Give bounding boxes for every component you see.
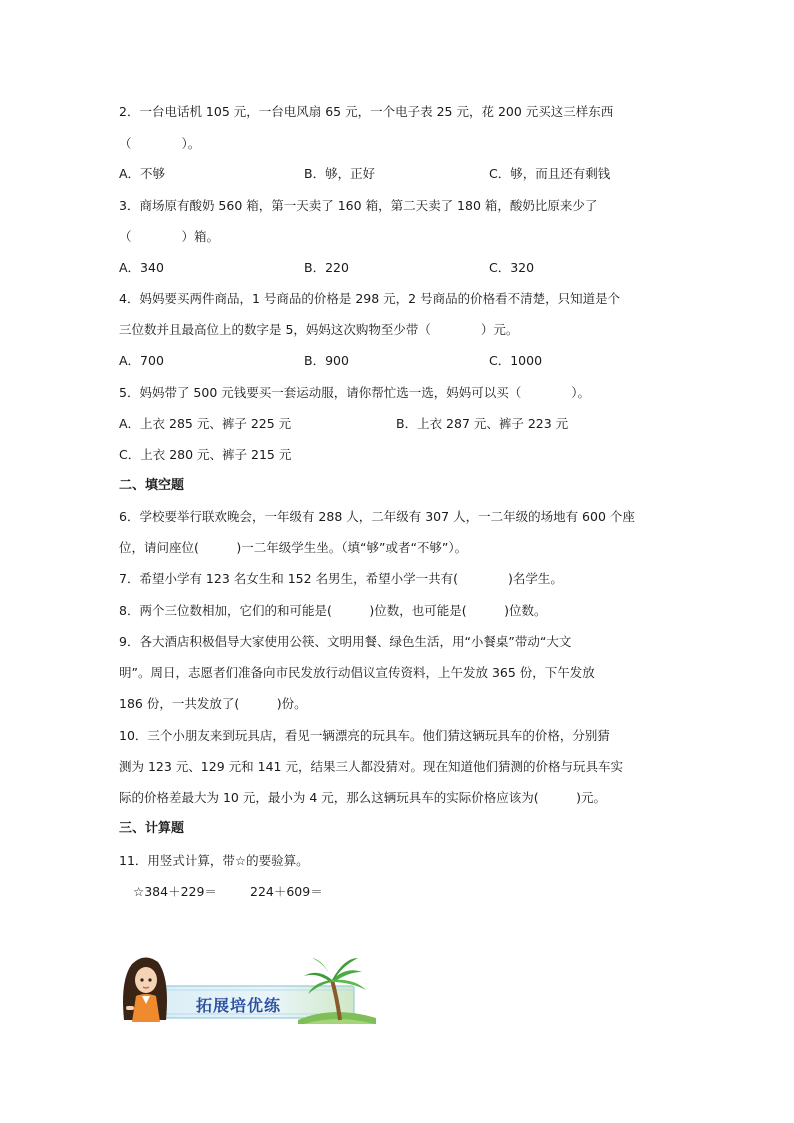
- q9-stem-cont: 明”。周日，志愿者们准备向市民发放行动倡议宣传资料，上午发放 365 份，下午发放: [119, 665, 595, 680]
- q10-stem-cont: 测为 123 元、129 元和 141 元，结果三人都没猜对。现在知道他们猜测的价格与玩具车实: [119, 759, 623, 774]
- section-heading-calculation: 三、计算题: [119, 821, 185, 836]
- q5-option-b: B．上衣 287 元、裤子 223 元: [396, 416, 569, 431]
- q9-stem: 9．各大酒店积极倡导大家使用公筷、文明用餐、绿色生活，用“小餐桌”带动“大文: [119, 634, 572, 649]
- q11-stem: 11．用竖式计算，带☆的要验算。: [119, 853, 309, 868]
- q3-option-b: B．220: [304, 260, 349, 275]
- q2-stem: 2．一台电话机 105 元，一台电风扇 65 元，一个电子表 25 元，花 200 元买这三样东西: [119, 104, 614, 119]
- q6-stem: 6．学校要举行联欢晚会，一年级有 288 人，二年级有 307 人，一二年级的场地有 600 个座: [119, 509, 635, 524]
- q10-stem: 10．三个小朋友来到玩具店，看见一辆漂亮的玩具车。他们猜这辆玩具车的价格，分别猜: [119, 728, 610, 743]
- q4-option-a: A．700: [119, 353, 164, 368]
- q4-stem: 4．妈妈要买两件商品，1 号商品的价格是 298 元，2 号商品的价格看不清楚，只知道是个: [119, 291, 621, 306]
- q2-blank: （ ）。: [119, 136, 201, 151]
- q3-stem: 3．商场原有酸奶 560 箱，第一天卖了 160 箱，第二天卖了 180 箱，酸奶比原来少了: [119, 198, 598, 213]
- q4-stem-cont: 三位数并且最高位上的数字是 5，妈妈这次购物至少带（ ）元。: [119, 322, 519, 337]
- q5-stem: 5．妈妈带了 500 元钱要买一套运动服，请你帮忙选一选，妈妈可以买（ ）。: [119, 385, 591, 400]
- q5-option-a: A．上衣 285 元、裤子 225 元: [119, 416, 292, 431]
- banner-title: 拓展培优练: [196, 996, 282, 1015]
- q5-option-c: C．上衣 280 元、裤子 215 元: [119, 447, 292, 462]
- q3-option-c: C．320: [489, 260, 535, 275]
- q9-stem-cont2: 186 份，一共发放了( )份。: [119, 696, 307, 711]
- q8-stem: 8．两个三位数相加，它们的和可能是( )位数，也可能是( )位数。: [119, 603, 547, 618]
- extension-practice-banner: [118, 950, 380, 1030]
- q2-option-a: A．不够: [119, 166, 166, 181]
- q3-option-a: A．340: [119, 260, 164, 275]
- q10-stem-cont2: 际的价格差最大为 10 元，最小为 4 元，那么这辆玩具车的实际价格应该为( )元。: [119, 790, 607, 805]
- q11-expression-1: ☆384＋229＝: [133, 884, 217, 899]
- girl-avatar-icon: [123, 957, 167, 1022]
- q3-blank: （ ）箱。: [119, 229, 220, 244]
- q6-stem-cont: 位，请问座位( )一二年级学生坐。（填“够”或者“不够”）。: [119, 540, 468, 555]
- q11-expression-2: 224＋609＝: [250, 884, 323, 899]
- q7-stem: 7．希望小学有 123 名女生和 152 名男生，希望小学一共有( )名学生。: [119, 571, 563, 586]
- q4-option-b: B．900: [304, 353, 349, 368]
- q2-option-b: B．够，正好: [304, 166, 376, 181]
- banner-graphic: [118, 950, 380, 1030]
- section-heading-fill-in: 二、填空题: [119, 478, 185, 493]
- q4-option-c: C．1000: [489, 353, 543, 368]
- q2-option-c: C．够，而且还有剩钱: [489, 166, 611, 181]
